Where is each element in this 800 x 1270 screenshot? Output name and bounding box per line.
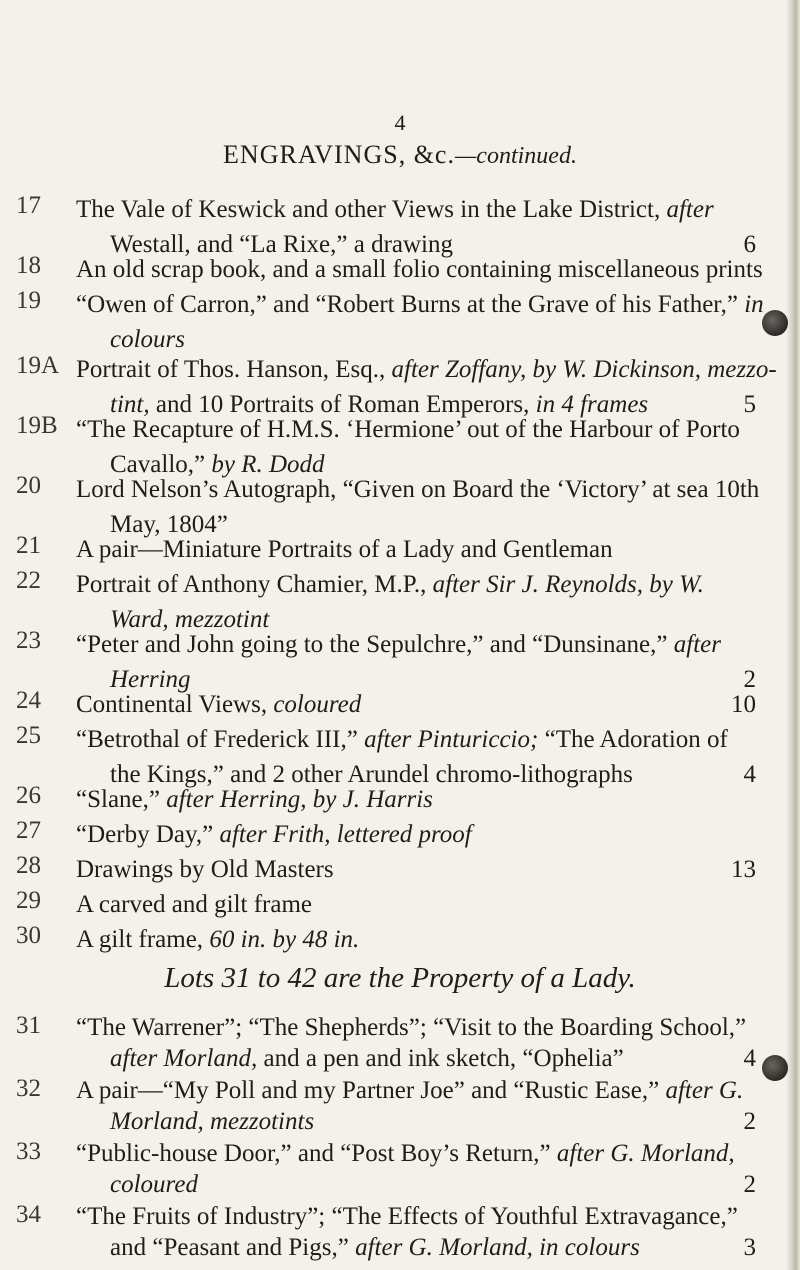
lot-description xyxy=(76,782,756,817)
text-segment: Herring xyxy=(110,666,191,693)
text-segment: and “La Rixe,” xyxy=(196,231,354,258)
text-segment: A carved and gilt frame xyxy=(76,891,313,918)
text-segment: Drawings by Old Masters xyxy=(76,856,334,883)
description-line xyxy=(76,1138,756,1169)
text-segment: “The Recapture of H.M.S. ‘Hermione’ out of the Harbour of Porto xyxy=(76,416,740,443)
text-segment: An old scrap book, and a small folio containing miscellaneous prints xyxy=(76,256,763,283)
description-line xyxy=(76,852,756,887)
lot-number: 20 xyxy=(16,472,41,499)
description-line xyxy=(76,782,756,817)
description-line xyxy=(76,1012,756,1043)
header-title: ENGRAVINGS, &c. xyxy=(223,140,455,169)
description-line xyxy=(76,192,756,227)
lot-quantity: 10 xyxy=(731,691,756,718)
text-segment: “The Warrener”; “The Shepherds”; “Visit to the Boarding School,” xyxy=(76,1014,747,1041)
text-segment: after xyxy=(673,631,721,658)
lot-description xyxy=(76,1138,756,1200)
description-line xyxy=(76,817,756,852)
text-segment: “Public-house Door,” and “Post Boy’s Return,” xyxy=(76,1140,557,1167)
lot-description xyxy=(76,922,756,957)
description-line xyxy=(76,472,760,507)
lot-number: 33 xyxy=(16,1138,41,1165)
lot-number: 19A xyxy=(16,352,60,379)
text-segment: and “Peasant and Pigs,” xyxy=(110,1234,356,1261)
lot-number: 19 xyxy=(16,287,41,314)
text-segment: May, 1804” xyxy=(110,511,228,538)
text-segment: A pair—Miniature Portraits of a Lady and Gentleman xyxy=(76,536,613,563)
lot-number: 29 xyxy=(16,887,41,914)
lot-description xyxy=(76,687,756,722)
text-segment: Ward, mezzotint xyxy=(110,606,270,633)
text-segment: “Betrothal of Frederick III,” xyxy=(76,726,365,753)
lot-number: 23 xyxy=(16,627,41,654)
text-segment: Westall, xyxy=(110,231,197,258)
description-line xyxy=(76,1169,756,1200)
lot-number: 28 xyxy=(16,852,41,879)
text-segment: Portrait of Thos. Hanson, Esq., xyxy=(76,356,392,383)
lot-number: 26 xyxy=(16,782,41,809)
text-segment: in xyxy=(744,291,764,318)
text-segment: Portrait of Anthony Chamier, M.P., xyxy=(76,571,433,598)
text-segment: “Peter and John going to the Sepulchre,” and “Dunsinane,” xyxy=(76,631,674,658)
text-segment: coloured xyxy=(273,691,362,718)
text-segment: “Derby Day,” xyxy=(76,821,220,848)
text-segment: “Owen of Carron,” and “Robert Burns at the Grave of his Father,” xyxy=(76,291,745,318)
text-segment: after G. Morland, in colours xyxy=(355,1234,640,1261)
text-segment: after Pinturiccio; xyxy=(364,726,539,753)
lot-number: 27 xyxy=(16,817,41,844)
description-line xyxy=(76,1106,756,1137)
lot-quantity: 5 xyxy=(743,391,756,418)
lot-number: 21 xyxy=(16,532,41,559)
text-segment: after Zoffany, by W. Dickinson, mezzo- xyxy=(391,356,777,383)
text-segment: Cavallo,” xyxy=(110,451,212,478)
lot-description xyxy=(76,532,756,567)
lot-number: 34 xyxy=(16,1201,41,1228)
page-number: 4 xyxy=(394,110,406,135)
text-segment: after Herring, by J. Harris xyxy=(166,786,433,813)
text-segment: after Sir J. Reynolds, by W. xyxy=(432,571,704,598)
lot-description xyxy=(76,852,756,887)
page-header xyxy=(0,140,800,170)
lot-quantity: 3 xyxy=(743,1234,756,1261)
text-segment: in 4 frames xyxy=(535,391,649,418)
description-line xyxy=(76,1201,756,1232)
text-segment: after G. Morland, xyxy=(556,1140,735,1167)
text-segment: after xyxy=(666,196,714,223)
description-line xyxy=(76,887,756,922)
text-segment: “Slane,” xyxy=(76,786,167,813)
binding-hole xyxy=(762,310,788,336)
text-segment: and a pen and ink sketch, “Ophelia” xyxy=(257,1045,624,1072)
lot-number: 32 xyxy=(16,1075,41,1102)
page-edge xyxy=(786,0,800,1270)
text-segment: after Frith, lettered proof xyxy=(219,821,472,848)
text-segment: The Vale of Keswick and other Views in the Lake District, xyxy=(76,196,667,223)
text-segment: coloured xyxy=(110,1171,198,1198)
text-segment: “The Fruits of Industry”; “The Effects of Youthful Extravagance,” xyxy=(76,1203,738,1230)
lot-description xyxy=(76,817,756,852)
description-line xyxy=(76,1075,756,1106)
lot-description xyxy=(76,887,756,922)
lot-quantity: 2 xyxy=(743,1171,756,1198)
description-line xyxy=(76,252,763,287)
description-line xyxy=(76,567,756,602)
text-segment: 60 in. by 48 in. xyxy=(209,926,360,953)
lot-number: 18 xyxy=(16,252,41,279)
lot-quantity: 13 xyxy=(731,856,756,883)
text-segment: after G. xyxy=(665,1077,744,1104)
description-line xyxy=(76,352,777,387)
lot-number: 25 xyxy=(16,722,41,749)
lot-number: 17 xyxy=(16,192,41,219)
lot-description xyxy=(76,1012,756,1074)
text-segment: and 10 Portraits of Roman Emperors, xyxy=(149,391,536,418)
lot-description xyxy=(76,1201,756,1263)
description-line xyxy=(76,687,756,722)
description-line xyxy=(76,1043,756,1074)
description-line xyxy=(76,532,756,567)
lot-quantity: 4 xyxy=(743,761,756,788)
text-segment: colours xyxy=(110,326,185,353)
lot-number: 30 xyxy=(16,922,41,949)
description-line xyxy=(76,287,764,322)
binding-hole xyxy=(762,1055,788,1081)
lot-number: 31 xyxy=(16,1012,41,1039)
text-segment: Morland, mezzotints xyxy=(110,1108,315,1135)
text-segment: A gilt frame, xyxy=(76,926,210,953)
description-line xyxy=(76,1232,756,1263)
text-segment: by R. Dodd xyxy=(211,451,325,478)
description-line xyxy=(76,722,756,757)
text-segment: A pair—“My Poll and my Partner Joe” and “Rustic Ease,” xyxy=(76,1077,666,1104)
lot-number: 24 xyxy=(16,687,41,714)
text-segment: tint, xyxy=(110,391,150,418)
description-line xyxy=(76,922,756,957)
section-heading: Lots 31 to 42 are the Property of a Lady. xyxy=(164,962,636,994)
description-line xyxy=(76,412,756,447)
lot-quantity: 2 xyxy=(743,666,756,693)
lot-quantity: 6 xyxy=(743,231,756,258)
lot-description xyxy=(76,287,764,357)
text-segment: Continental Views, xyxy=(76,691,274,718)
text-segment: after Morland, xyxy=(110,1045,258,1072)
lot-quantity: 2 xyxy=(743,1108,756,1135)
lot-description xyxy=(76,252,763,287)
text-segment: a drawing xyxy=(353,231,454,258)
lot-quantity: 4 xyxy=(743,1045,756,1072)
text-segment: Lord Nelson’s Autograph, “Given on Board the ‘Victory’ at sea 10th xyxy=(76,476,760,503)
text-segment: the Kings,” and 2 other Arundel chromo-lithographs xyxy=(110,761,633,788)
text-segment: “The Adoration of xyxy=(538,726,728,753)
lot-description xyxy=(76,1075,756,1137)
lot-number: 19B xyxy=(16,412,58,439)
description-line xyxy=(76,627,756,662)
lot-number: 22 xyxy=(16,567,41,594)
header-continued: —continued. xyxy=(454,143,577,169)
